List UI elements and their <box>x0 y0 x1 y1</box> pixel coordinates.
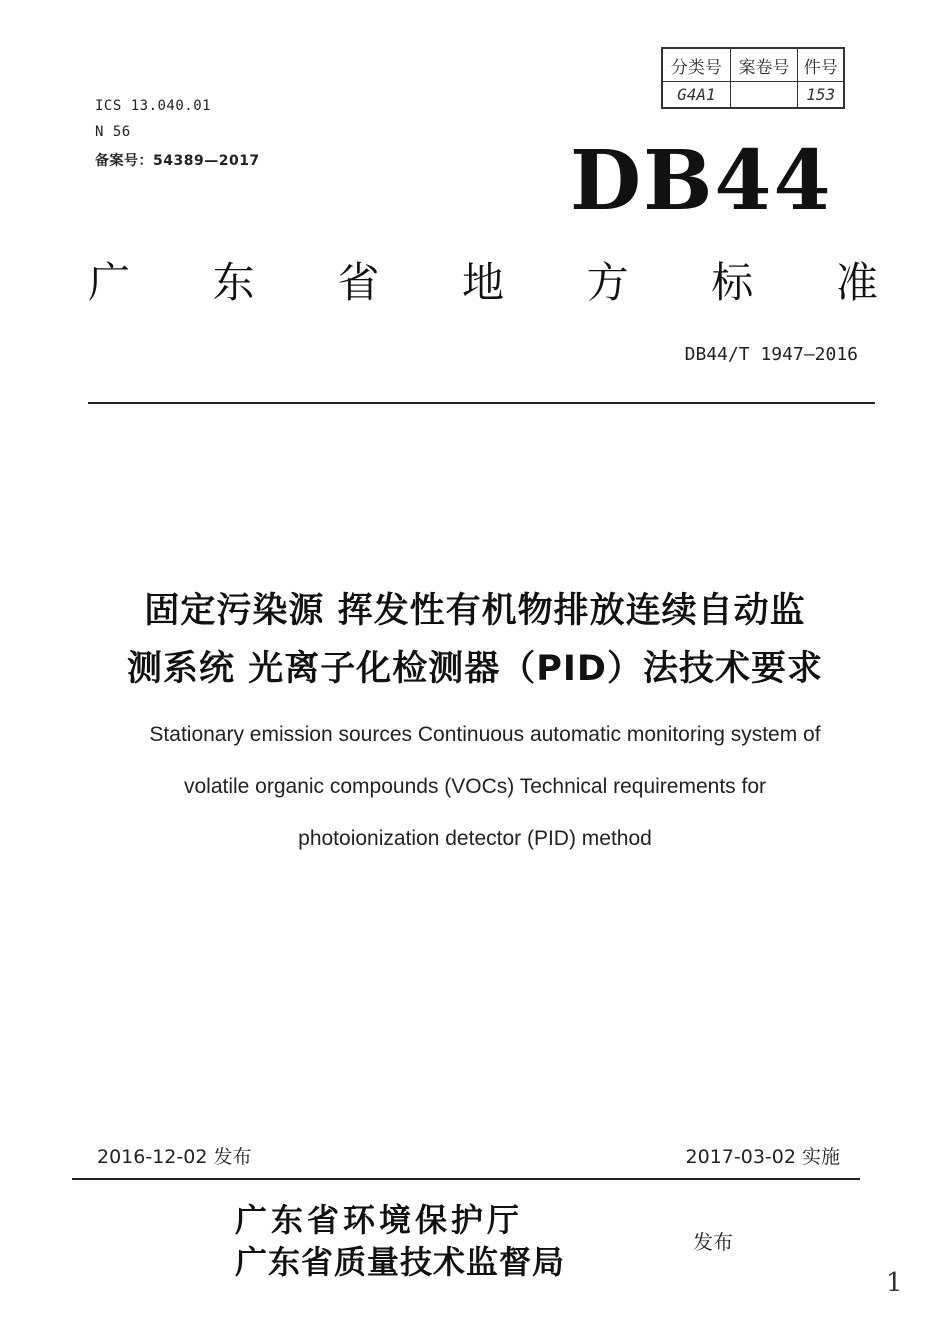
standard-title-char: 省 <box>337 258 380 307</box>
standard-number: DB44/T 1947—2016 <box>684 344 858 365</box>
title-zh-line2: 测系统 光离子化检测器（PID）法技术要求 <box>127 649 823 689</box>
stamp-header-item: 件号 <box>798 49 844 82</box>
page-number: 1 <box>886 1268 903 1298</box>
standard-category-title <box>88 250 878 310</box>
standard-title-char: 地 <box>461 258 504 307</box>
title-en-line3: photoionization detector (PID) method <box>298 827 652 850</box>
publish-date: 2016-12-02 发布 <box>97 1146 252 1168</box>
ccs-code: N 56 <box>95 124 131 140</box>
stamp-value-category: G4A1 <box>663 82 731 108</box>
effective-date: 2017-03-02 实施 <box>685 1146 840 1168</box>
ics-code: ICS 13.040.01 <box>95 98 212 114</box>
top-divider <box>88 402 875 404</box>
standard-title-char: 方 <box>586 258 629 307</box>
issuer-environment: 广东省环境保护厅 <box>235 1201 524 1239</box>
standard-title-char: 广 <box>88 258 131 307</box>
title-zh-line1: 固定污染源 挥发性有机物排放连续自动监 <box>144 591 806 631</box>
standard-title-char: 东 <box>212 258 255 307</box>
issue-label: 发布 <box>693 1230 733 1254</box>
archive-stamp <box>661 47 845 109</box>
stamp-value-file <box>730 82 798 108</box>
standard-title-char: 准 <box>835 258 878 307</box>
stamp-header-file: 案卷号 <box>730 49 798 82</box>
title-en-line2: volatile organic compounds (VOCs) Technical requirements for <box>183 775 767 798</box>
bottom-divider <box>72 1178 860 1180</box>
stamp-header-category: 分类号 <box>663 49 731 82</box>
standard-title-char: 标 <box>711 258 754 307</box>
db44-logo: DB44 <box>570 133 833 229</box>
issuer-quality: 广东省质量技术监督局 <box>235 1243 566 1281</box>
stamp-value-item: 153 <box>798 82 844 108</box>
title-en-line1: Stationary emission sources Continuous automatic monitoring system of <box>149 723 821 746</box>
record-number: 备案号：54389—2017 <box>95 153 260 169</box>
